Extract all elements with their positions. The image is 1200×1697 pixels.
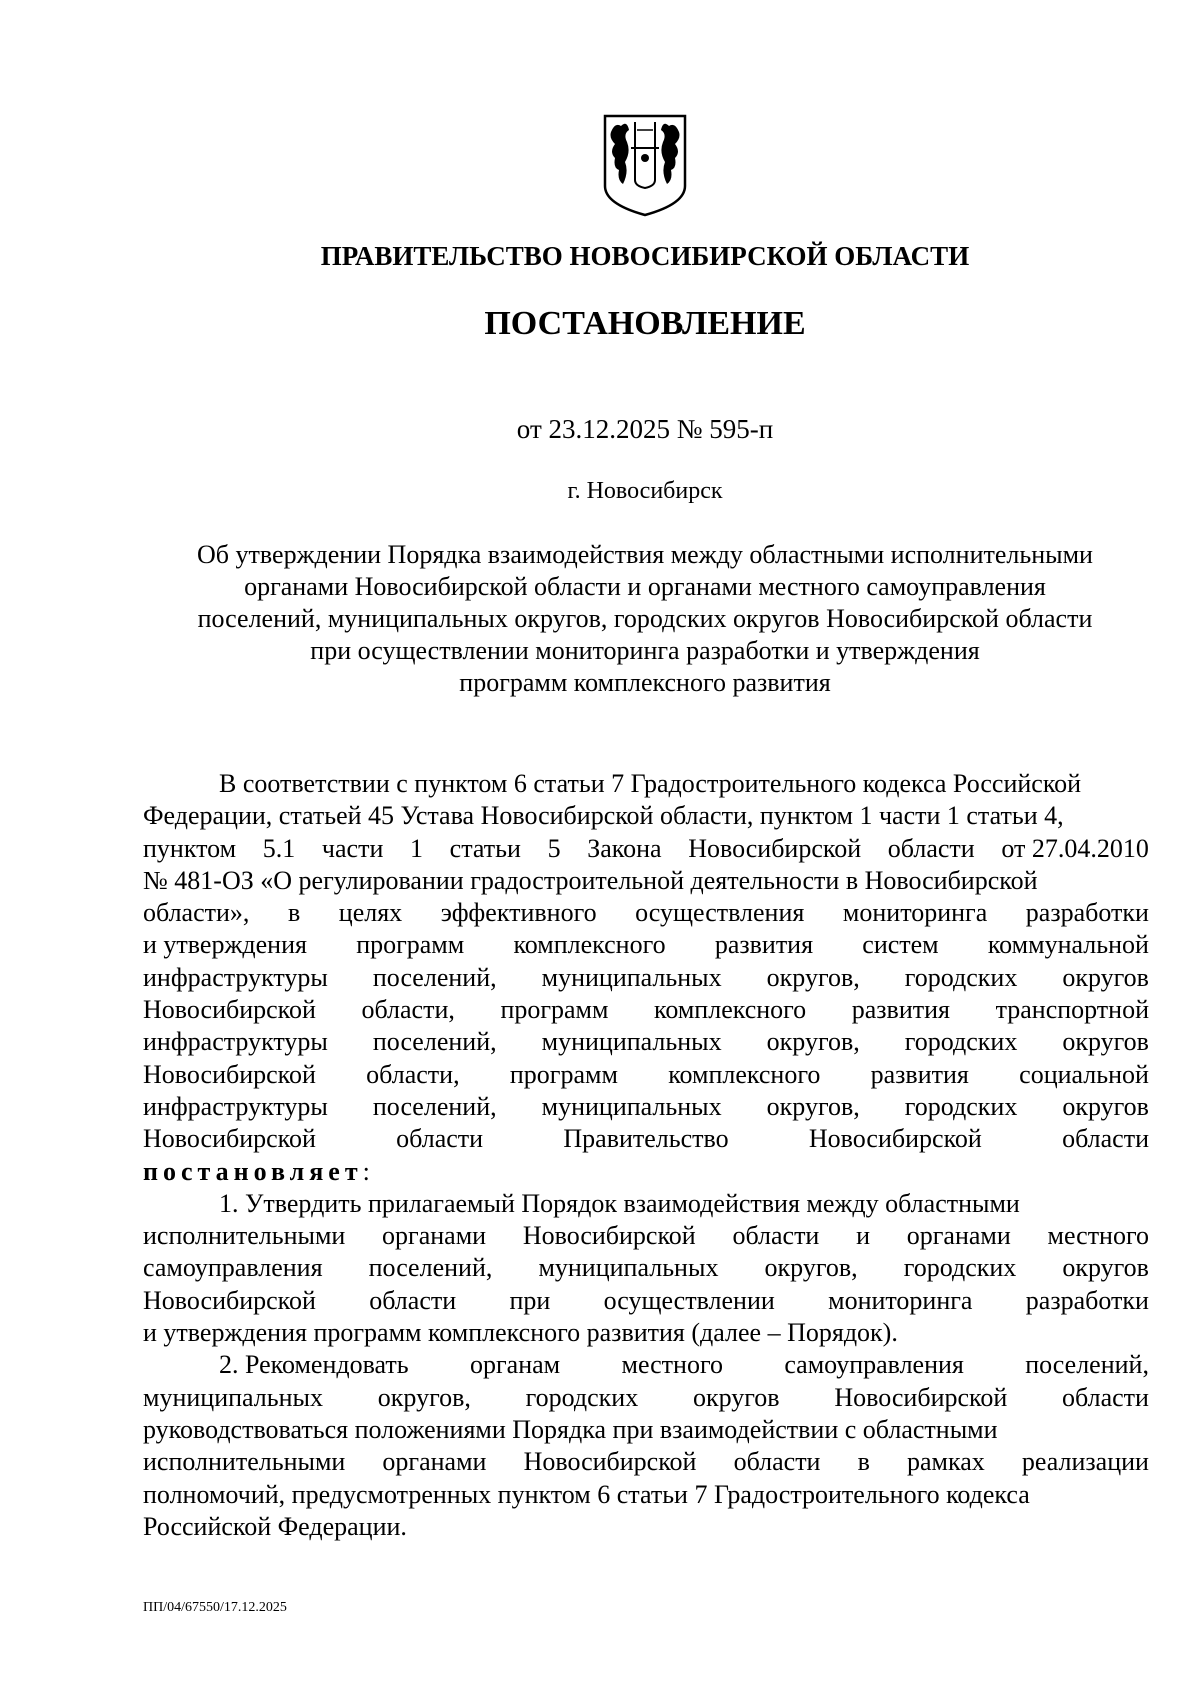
word: поселений,	[372, 1091, 497, 1121]
word: в	[857, 1447, 870, 1477]
paragraph-line	[143, 994, 1149, 1026]
word: программ	[509, 1059, 618, 1089]
word: муниципальных	[541, 1091, 722, 1121]
word: области	[369, 1285, 457, 1315]
paragraph-line	[143, 1091, 1149, 1123]
word: 1	[410, 833, 424, 863]
coat-of-arms-icon	[601, 112, 689, 218]
title-line: при осуществлении мониторинга разработки и утверждения	[310, 636, 980, 665]
word: органами	[382, 1447, 487, 1477]
word: части	[321, 833, 384, 863]
word: программ	[500, 995, 609, 1025]
word: мониторинга	[842, 898, 988, 928]
word: Закона	[587, 833, 662, 863]
paragraph-line: Российской Федерации.	[143, 1511, 407, 1541]
word: комплексного	[654, 995, 807, 1025]
word: городских	[904, 1027, 1018, 1057]
word: округов	[1062, 1027, 1149, 1057]
word: развития	[714, 930, 814, 960]
word: округов,	[377, 1382, 471, 1412]
word: Новосибирской	[522, 1221, 696, 1251]
word: и утверждения	[143, 930, 307, 960]
word: муниципальных	[541, 1027, 722, 1057]
word: округов	[1062, 962, 1149, 992]
word: поселений,	[372, 1027, 497, 1057]
paragraph-line	[143, 1382, 1149, 1414]
title-line: Об утверждении Порядка взаимодействия между областными исполнительными	[197, 540, 1093, 569]
word: при	[509, 1285, 551, 1315]
word: городских	[904, 1091, 1018, 1121]
word: области	[733, 1447, 821, 1477]
word: статьи	[449, 833, 521, 863]
word: от 27.04.2010	[1001, 833, 1149, 863]
word: 5	[547, 833, 561, 863]
paragraph-line	[143, 1220, 1149, 1252]
word: органами	[906, 1221, 1011, 1251]
resolves-line	[143, 1156, 1149, 1188]
paragraph-line: 1. Утвердить прилагаемый Порядок взаимодействия между областными	[219, 1188, 1020, 1218]
word: Новосибирской	[523, 1447, 697, 1477]
word: Правительство	[563, 1124, 729, 1154]
resolves-word: постановляет	[143, 1156, 363, 1186]
word: в	[287, 898, 301, 928]
word: Новосибирской	[143, 995, 316, 1025]
word: инфраструктуры	[143, 1091, 328, 1121]
paragraph-line	[143, 1349, 1149, 1381]
document-body	[143, 768, 1149, 1543]
word: области	[1062, 1382, 1149, 1412]
word: транспортной	[995, 995, 1149, 1025]
title-line: программ комплексного развития	[459, 668, 831, 697]
paragraph-line	[143, 897, 1149, 929]
word: развития	[851, 995, 950, 1025]
word: округов,	[766, 962, 860, 992]
document-title	[0, 539, 1200, 699]
word: пунктом	[143, 833, 237, 863]
paragraph-line: руководствоваться положениями Порядка при взаимодействии с областными	[143, 1414, 998, 1444]
word: инфраструктуры	[143, 1027, 328, 1057]
document-code: ПП/04/67550/17.12.2025	[143, 1600, 287, 1615]
word: осуществлении	[603, 1285, 775, 1315]
word: Новосибирской	[688, 833, 862, 863]
word: городских	[904, 962, 1018, 992]
word: Новосибирской	[834, 1382, 1008, 1412]
paragraph-line	[143, 1026, 1149, 1058]
paragraph-line: и утверждения программ комплексного развития (далее – Порядок).	[143, 1318, 898, 1348]
word: осуществления	[635, 898, 805, 928]
word: округов	[693, 1382, 780, 1412]
title-line: органами Новосибирской области и органами местного самоуправления	[244, 572, 1046, 601]
word: исполнительными	[143, 1447, 346, 1477]
word: самоуправления	[784, 1350, 964, 1380]
document-type: ПОСТАНОВЛЕНИЕ	[484, 305, 806, 342]
word: Новосибирской	[143, 1285, 316, 1315]
word: инфраструктуры	[143, 962, 328, 992]
word: муниципальных	[143, 1382, 324, 1412]
word: муниципальных	[541, 962, 722, 992]
paragraph-line	[143, 833, 1149, 865]
word: области»,	[143, 898, 250, 928]
word: программ	[356, 930, 465, 960]
word: целях	[338, 898, 403, 928]
paragraph-line	[143, 1252, 1149, 1284]
word: комплексного	[513, 930, 666, 960]
word: поселений,	[372, 962, 497, 992]
paragraph-line: № 481-ОЗ «О регулировании градостроительной деятельности в Новосибирской	[143, 865, 1038, 895]
paragraph-line	[143, 1123, 1149, 1155]
paragraph-line	[143, 962, 1149, 994]
word: социальной	[1019, 1059, 1149, 1089]
word: Новосибирской	[143, 1124, 316, 1154]
word: области,	[361, 995, 455, 1025]
word: области	[732, 1221, 820, 1251]
paragraph-line	[143, 1285, 1149, 1317]
word: исполнительными	[143, 1221, 346, 1251]
word: городских	[525, 1382, 639, 1412]
word: эффективного	[440, 898, 597, 928]
word: 2. Рекомендовать	[219, 1350, 409, 1380]
word: местного	[621, 1350, 723, 1380]
word: органам	[470, 1350, 561, 1380]
word: органами	[382, 1221, 487, 1251]
paragraph-line	[143, 1446, 1149, 1478]
word: разработки	[1025, 1285, 1149, 1315]
word: мониторинга	[828, 1285, 973, 1315]
word: муниципальных	[538, 1253, 719, 1283]
city: г. Новосибирск	[567, 478, 723, 504]
word: развития	[870, 1059, 969, 1089]
resolves-colon: :	[362, 1156, 370, 1186]
paragraph-line	[143, 929, 1149, 961]
word: самоуправления	[143, 1253, 323, 1283]
word: округов,	[764, 1253, 858, 1283]
word: области	[396, 1124, 484, 1154]
title-line: поселений, муниципальных округов, городских округов Новосибирской области	[197, 604, 1093, 633]
word: области	[1062, 1124, 1149, 1154]
paragraph-line: В соответствии с пунктом 6 статьи 7 Градостроительного кодекса Российской	[219, 769, 1082, 798]
word: округов	[1062, 1253, 1149, 1283]
word: рамках	[906, 1447, 985, 1477]
word: области,	[366, 1059, 460, 1089]
word: местного	[1047, 1221, 1149, 1251]
word: коммунальной	[987, 930, 1149, 960]
word: систем	[862, 930, 939, 960]
word: 5.1	[262, 833, 296, 863]
word: области	[887, 833, 975, 863]
word: городских	[903, 1253, 1017, 1283]
word: поселений,	[368, 1253, 493, 1283]
word: комплексного	[668, 1059, 821, 1089]
word: и	[856, 1221, 871, 1251]
date-number: от 23.12.2025 № 595-п	[516, 414, 774, 444]
word: разработки	[1025, 898, 1149, 928]
paragraph-line	[143, 1059, 1149, 1091]
paragraph-line: Федерации, статьей 45 Устава Новосибирской области, пунктом 1 части 1 статьи 4,	[143, 801, 1064, 831]
word: Новосибирской	[808, 1124, 982, 1154]
paragraph-line: полномочий, предусмотренных пунктом 6 статьи 7 Градостроительного кодекса	[143, 1479, 1030, 1509]
organization-name: ПРАВИТЕЛЬСТВО НОВОСИБИРСКОЙ ОБЛАСТИ	[320, 241, 970, 271]
word: Новосибирской	[143, 1059, 316, 1089]
word: округов	[1062, 1091, 1149, 1121]
word: поселений,	[1025, 1350, 1149, 1380]
word: округов,	[766, 1027, 860, 1057]
word: реализации	[1021, 1447, 1149, 1477]
word: округов,	[766, 1091, 860, 1121]
